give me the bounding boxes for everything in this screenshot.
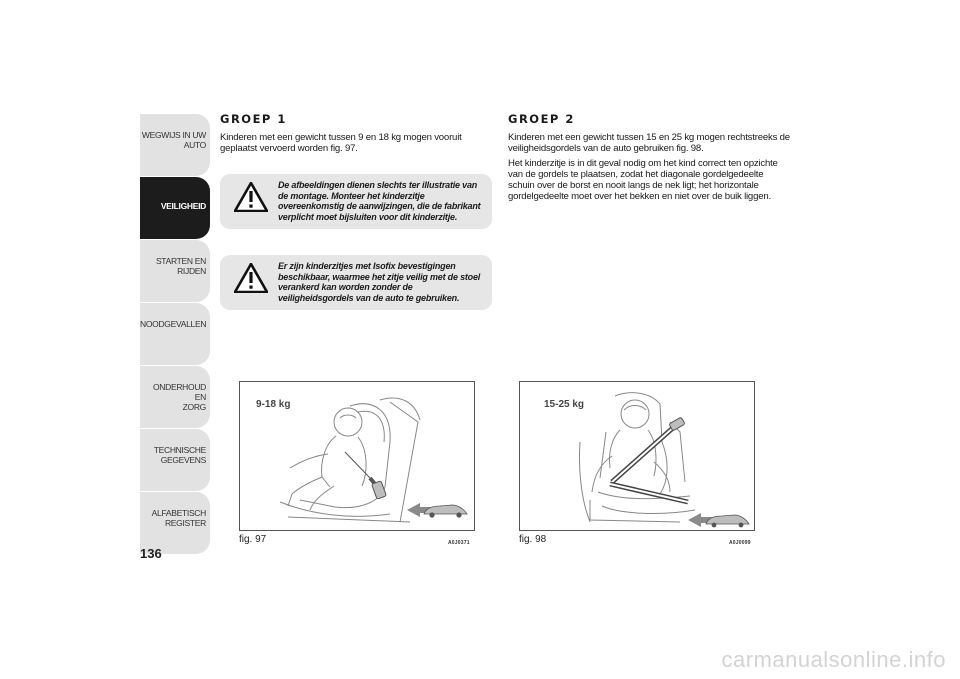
direction-arrow-icon (688, 513, 749, 527)
body-paragraph: Kinderen met een gewicht tussen 9 en 18 kg mogen vooruit geplaatst vervoerd worden fig. 97. (220, 132, 462, 154)
figure-caption: fig. 98 (519, 534, 547, 545)
body-paragraph: Kinderen met een gewicht tussen 15 en 25 kg mogen rechtstreeks de veiligheidsgordels van de auto gebruiken fig. 98. (508, 132, 790, 154)
page-number: 136 (140, 546, 162, 561)
watermark: carmanualsonline.info (721, 647, 946, 672)
warning-box (220, 255, 492, 310)
section-groep-2 (508, 112, 790, 206)
figure-97-illustration (239, 381, 475, 531)
figure-98-illustration (519, 381, 755, 531)
booster-seat-illustration (520, 382, 754, 530)
figure-code: A0J0099 (729, 540, 751, 546)
tab-starten-en-rijden[interactable]: STARTEN EN RIJDEN (140, 240, 210, 302)
weight-label: 15-25 kg (544, 399, 585, 410)
section-title: GROEP 2 (508, 112, 575, 126)
tab-onderhoud-en-zorg[interactable]: ONDERHOUD EN ZORG (140, 366, 210, 428)
section-title: GROEP 1 (220, 112, 287, 126)
weight-label: 9-18 kg (256, 399, 291, 410)
body-paragraph: Het kinderzitje is in dit geval nodig om het kind correct ten opzichte van de gordels te plaatsen, zodat het diagonale gordelgedeelte schuin over de borst en nooit langs de nek ligt; het horizontale gordelgedeelte moet over het bekken en niet over de buik liggen. (508, 158, 778, 202)
child-seat-forward-illustration (240, 382, 474, 530)
tab-veiligheid[interactable]: VEILIGHEID (140, 177, 210, 239)
warning-triangle-icon (234, 182, 268, 212)
figure-code: A0J0371 (448, 540, 470, 546)
warning-triangle-icon (234, 263, 268, 293)
tab-noodgevallen[interactable]: NOODGEVALLEN (140, 303, 210, 365)
direction-arrow-icon (407, 503, 467, 518)
tab-technische-gegevens[interactable]: TECHNISCHE GEGEVENS (140, 429, 210, 491)
warning-text: Er zijn kinderzitjes met Isofix bevestigingen beschikbaar, waarmee het zitje veilig met de stoel verankerd kan worden zonder de veiligheidsgordels van de auto te gebruiken. (278, 261, 481, 303)
tab-wegwijs-in-uw-auto[interactable]: WEGWIJS IN UW AUTO (140, 114, 210, 176)
section-groep-1 (220, 112, 492, 158)
tab-alfabetisch-register[interactable]: ALFABETISCH REGISTER (140, 492, 210, 554)
warning-box (220, 174, 492, 229)
figure-caption: fig. 97 (239, 534, 267, 545)
warning-text: De afbeeldingen dienen slechts ter illustratie van de montage. Monteer het kinderzitje overeenkomstig de aanwijzingen, die de fabrikant verplicht moet bijsluiten voor dit kinderzitje. (278, 180, 481, 222)
